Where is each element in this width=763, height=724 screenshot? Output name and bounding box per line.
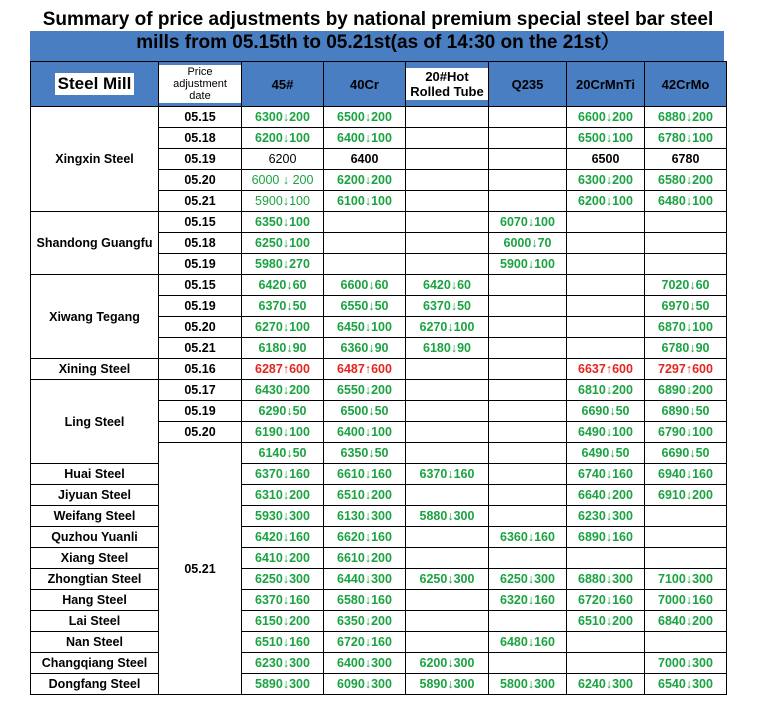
price-cell: 6890↓200 xyxy=(645,380,727,401)
price-cell xyxy=(567,632,645,653)
price-cell: 6500↓50 xyxy=(324,401,406,422)
table-row xyxy=(31,611,727,632)
table-body xyxy=(31,107,727,695)
price-cell: 6870↓100 xyxy=(645,317,727,338)
price-cell: 6200↓300 xyxy=(406,653,489,674)
mill-name-huai-steel: Huai Steel xyxy=(31,464,159,485)
adjustment-date: 05.16 xyxy=(159,359,242,380)
price-cell xyxy=(489,506,567,527)
header-grade-40cr: 40Cr xyxy=(324,62,406,107)
price-cell: 6100↓100 xyxy=(324,191,406,212)
price-cell: 6430↓200 xyxy=(242,380,324,401)
price-cell: 6400↓300 xyxy=(324,653,406,674)
price-cell xyxy=(489,275,567,296)
price-cell: 7020↓60 xyxy=(645,275,727,296)
table-row xyxy=(31,275,727,296)
price-cell: 6637↑600 xyxy=(567,359,645,380)
price-cell: 6250↓300 xyxy=(242,569,324,590)
price-cell: 5890↓300 xyxy=(406,674,489,695)
price-cell: 6840↓200 xyxy=(645,611,727,632)
adjustment-date: 05.20 xyxy=(159,317,242,338)
price-cell: 6300↓200 xyxy=(567,170,645,191)
price-cell xyxy=(406,485,489,506)
price-cell xyxy=(489,422,567,443)
header-grade-q235: Q235 xyxy=(489,62,567,107)
price-cell: 6780 xyxy=(645,149,727,170)
price-cell xyxy=(567,275,645,296)
price-table xyxy=(30,61,727,695)
price-cell: 7000↓300 xyxy=(645,653,727,674)
mill-name-quzhou-yuanli: Quzhou Yuanli xyxy=(31,527,159,548)
price-cell xyxy=(406,527,489,548)
price-cell xyxy=(406,401,489,422)
price-cell: 6400↓100 xyxy=(324,422,406,443)
price-cell: 6070↓100 xyxy=(489,212,567,233)
price-cell: 6230↓300 xyxy=(242,653,324,674)
price-cell xyxy=(489,317,567,338)
price-cell xyxy=(645,254,727,275)
price-cell: 5930↓300 xyxy=(242,506,324,527)
price-cell: 7000↓160 xyxy=(645,590,727,611)
price-cell xyxy=(489,401,567,422)
price-cell: 6910↓200 xyxy=(645,485,727,506)
price-cell xyxy=(406,212,489,233)
price-cell xyxy=(489,338,567,359)
price-cell: 6360↓160 xyxy=(489,527,567,548)
price-cell xyxy=(406,632,489,653)
mill-name-jiyuan-steel: Jiyuan Steel xyxy=(31,485,159,506)
price-cell: 6580↓200 xyxy=(645,170,727,191)
price-cell xyxy=(406,191,489,212)
price-cell xyxy=(489,443,567,464)
price-cell: 6970↓50 xyxy=(645,296,727,317)
price-cell xyxy=(645,548,727,569)
price-cell xyxy=(324,212,406,233)
price-cell: 6290↓50 xyxy=(242,401,324,422)
price-cell: 6880↓300 xyxy=(567,569,645,590)
price-cell: 6180↓90 xyxy=(406,338,489,359)
price-cell: 6480↓100 xyxy=(645,191,727,212)
page-title: Summary of price adjustments by national premium special steel bar steel mills from 05.15th to 05.21st(as of 14:30 on the 21st） xyxy=(42,9,714,53)
price-cell: 6350↓100 xyxy=(242,212,324,233)
price-cell: 6370↓160 xyxy=(406,464,489,485)
table-row xyxy=(31,590,727,611)
price-cell xyxy=(645,212,727,233)
price-cell xyxy=(406,233,489,254)
table-row xyxy=(31,359,727,380)
adjustment-date: 05.19 xyxy=(159,149,242,170)
table-row xyxy=(31,653,727,674)
price-cell xyxy=(567,254,645,275)
adjustment-date: 05.19 xyxy=(159,401,242,422)
price-cell: 6400↓100 xyxy=(324,128,406,149)
price-cell: 6490↓50 xyxy=(567,443,645,464)
price-cell: 6420↓160 xyxy=(242,527,324,548)
price-cell xyxy=(567,296,645,317)
mill-name-zhongtian-steel: Zhongtian Steel xyxy=(31,569,159,590)
table-header xyxy=(31,62,727,107)
table-row xyxy=(31,632,727,653)
price-cell: 6720↓160 xyxy=(567,590,645,611)
price-cell: 6780↓100 xyxy=(645,128,727,149)
header-grade-45: 45# xyxy=(242,62,324,107)
price-cell: 6090↓300 xyxy=(324,674,406,695)
mill-name-weifang-steel: Weifang Steel xyxy=(31,506,159,527)
price-cell: 6780↓90 xyxy=(645,338,727,359)
price-cell xyxy=(406,359,489,380)
price-cell: 6580↓160 xyxy=(324,590,406,611)
price-cell: 6250↓100 xyxy=(242,233,324,254)
price-cell xyxy=(645,506,727,527)
price-cell: 6690↓50 xyxy=(645,443,727,464)
price-cell xyxy=(489,464,567,485)
adjustment-date: 05.18 xyxy=(159,128,242,149)
price-cell: 6440↓300 xyxy=(324,569,406,590)
price-cell: 6790↓100 xyxy=(645,422,727,443)
price-cell: 6200↓100 xyxy=(242,128,324,149)
price-cell xyxy=(489,191,567,212)
mill-name-xingxin-steel: Xingxin Steel xyxy=(31,107,159,212)
price-cell xyxy=(489,380,567,401)
price-cell: 6890↓160 xyxy=(567,527,645,548)
mill-name-ling-steel: Ling Steel xyxy=(31,380,159,464)
price-cell: 6487↑600 xyxy=(324,359,406,380)
price-cell xyxy=(489,149,567,170)
price-cell: 6550↓50 xyxy=(324,296,406,317)
price-cell xyxy=(489,359,567,380)
price-cell xyxy=(567,653,645,674)
price-cell: 6270↓100 xyxy=(406,317,489,338)
price-cell xyxy=(406,107,489,128)
price-cell xyxy=(645,527,727,548)
price-cell: 7297↑600 xyxy=(645,359,727,380)
price-cell: 5900↓100 xyxy=(489,254,567,275)
price-cell: 6350↓200 xyxy=(324,611,406,632)
price-cell xyxy=(489,653,567,674)
price-cell xyxy=(324,233,406,254)
header-adjustment-date-label: Price adjustment date xyxy=(159,65,241,103)
price-cell xyxy=(645,632,727,653)
price-cell: 6500↓200 xyxy=(324,107,406,128)
price-cell: 6000 ↓ 200 xyxy=(242,170,324,191)
header-grade-20-hot-rolled-tube xyxy=(406,62,489,107)
price-cell: 6200 xyxy=(242,149,324,170)
mill-name-xiwang-tegang: Xiwang Tegang xyxy=(31,275,159,359)
price-cell xyxy=(489,548,567,569)
price-cell: 6310↓200 xyxy=(242,485,324,506)
price-cell xyxy=(489,611,567,632)
price-cell xyxy=(324,254,406,275)
price-cell xyxy=(406,128,489,149)
header-steel-mill xyxy=(31,62,159,107)
price-cell: 5980↓270 xyxy=(242,254,324,275)
adjustment-date: 05.17 xyxy=(159,380,242,401)
price-cell: 6370↓50 xyxy=(406,296,489,317)
price-cell: 6600↓60 xyxy=(324,275,406,296)
price-cell: 6610↓160 xyxy=(324,464,406,485)
price-cell: 6270↓100 xyxy=(242,317,324,338)
price-cell: 6880↓200 xyxy=(645,107,727,128)
price-cell: 6190↓100 xyxy=(242,422,324,443)
price-cell xyxy=(406,254,489,275)
price-cell: 6360↓90 xyxy=(324,338,406,359)
adjustment-date: 05.15 xyxy=(159,212,242,233)
price-cell: 6000↓70 xyxy=(489,233,567,254)
header-row xyxy=(31,62,727,107)
header-grade-42crmo: 42CrMo xyxy=(645,62,727,107)
price-cell xyxy=(406,548,489,569)
mill-name-hang-steel: Hang Steel xyxy=(31,590,159,611)
table-row xyxy=(31,569,727,590)
price-cell xyxy=(406,590,489,611)
price-cell: 6400 xyxy=(324,149,406,170)
table-row xyxy=(31,107,727,128)
mill-name-xiang-steel: Xiang Steel xyxy=(31,548,159,569)
price-cell: 6230↓300 xyxy=(567,506,645,527)
price-cell: 6720↓160 xyxy=(324,632,406,653)
price-cell: 6370↓160 xyxy=(242,464,324,485)
price-cell: 6890↓50 xyxy=(645,401,727,422)
price-cell: 6250↓300 xyxy=(406,569,489,590)
price-cell: 5900↓100 xyxy=(242,191,324,212)
adjustment-date: 05.15 xyxy=(159,275,242,296)
table-row xyxy=(31,674,727,695)
price-cell: 6510↓200 xyxy=(567,611,645,632)
price-cell: 6420↓60 xyxy=(406,275,489,296)
price-cell xyxy=(645,233,727,254)
header-steel-mill-label: Steel Mill xyxy=(55,73,135,95)
adjustment-date: 05.20 xyxy=(159,170,242,191)
price-cell xyxy=(406,380,489,401)
price-cell xyxy=(406,611,489,632)
mill-name-changqiang-steel: Changqiang Steel xyxy=(31,653,159,674)
price-cell: 6320↓160 xyxy=(489,590,567,611)
price-cell: 6740↓160 xyxy=(567,464,645,485)
price-cell: 5800↓300 xyxy=(489,674,567,695)
price-cell: 6510↓200 xyxy=(324,485,406,506)
adjustment-date: 05.21 xyxy=(159,191,242,212)
price-cell xyxy=(567,548,645,569)
table-row xyxy=(31,548,727,569)
price-cell: 5890↓300 xyxy=(242,674,324,695)
price-cell: 6620↓160 xyxy=(324,527,406,548)
table-row xyxy=(31,464,727,485)
price-cell xyxy=(489,296,567,317)
price-cell: 6940↓160 xyxy=(645,464,727,485)
price-cell xyxy=(567,317,645,338)
price-cell: 6250↓300 xyxy=(489,569,567,590)
price-cell: 5880↓300 xyxy=(406,506,489,527)
price-cell: 6510↓160 xyxy=(242,632,324,653)
price-cell: 6180↓90 xyxy=(242,338,324,359)
price-cell xyxy=(489,170,567,191)
adjustment-date: 05.15 xyxy=(159,107,242,128)
price-cell xyxy=(567,233,645,254)
price-cell xyxy=(567,212,645,233)
mill-name-xining-steel: Xining Steel xyxy=(31,359,159,380)
price-cell xyxy=(489,128,567,149)
price-cell: 6370↓160 xyxy=(242,590,324,611)
price-cell: 6550↓200 xyxy=(324,380,406,401)
price-cell: 6810↓200 xyxy=(567,380,645,401)
mill-name-nan-steel: Nan Steel xyxy=(31,632,159,653)
price-cell: 6150↓200 xyxy=(242,611,324,632)
mill-name-lai-steel: Lai Steel xyxy=(31,611,159,632)
price-cell: 6350↓50 xyxy=(324,443,406,464)
price-cell: 6130↓300 xyxy=(324,506,406,527)
table-row xyxy=(31,380,727,401)
price-cell: 6140↓50 xyxy=(242,443,324,464)
price-cell: 6287↑600 xyxy=(242,359,324,380)
mill-name-dongfang-steel: Dongfang Steel xyxy=(31,674,159,695)
price-cell: 6610↓200 xyxy=(324,548,406,569)
table-row xyxy=(31,212,727,233)
price-cell xyxy=(406,170,489,191)
price-cell xyxy=(489,485,567,506)
table-row xyxy=(31,485,727,506)
price-cell: 6370↓50 xyxy=(242,296,324,317)
price-cell: 6690↓50 xyxy=(567,401,645,422)
price-cell: 6490↓100 xyxy=(567,422,645,443)
price-cell: 6420↓60 xyxy=(242,275,324,296)
price-cell xyxy=(406,422,489,443)
price-cell: 6240↓300 xyxy=(567,674,645,695)
price-cell xyxy=(489,107,567,128)
header-grade-20-hot-rolled-tube-label: 20#Hot Rolled Tube xyxy=(406,68,488,100)
header-grade-20crmnti: 20CrMnTi xyxy=(567,62,645,107)
price-cell: 6540↓300 xyxy=(645,674,727,695)
adjustment-date: 05.18 xyxy=(159,233,242,254)
price-cell: 6410↓200 xyxy=(242,548,324,569)
price-cell: 6600↓200 xyxy=(567,107,645,128)
mill-name-shandong-guangfu: Shandong Guangfu xyxy=(31,212,159,275)
price-cell: 7100↓300 xyxy=(645,569,727,590)
adjustment-date: 05.19 xyxy=(159,296,242,317)
price-cell xyxy=(406,443,489,464)
price-cell: 6450↓100 xyxy=(324,317,406,338)
price-cell: 6640↓200 xyxy=(567,485,645,506)
header-adjustment-date xyxy=(159,62,242,107)
price-cell: 6300↓200 xyxy=(242,107,324,128)
price-cell xyxy=(406,149,489,170)
price-cell: 6200↓100 xyxy=(567,191,645,212)
price-cell: 6500 xyxy=(567,149,645,170)
adjustment-date: 05.21 xyxy=(159,443,242,695)
table-row xyxy=(31,527,727,548)
price-cell: 6200↓200 xyxy=(324,170,406,191)
adjustment-date: 05.21 xyxy=(159,338,242,359)
adjustment-date: 05.20 xyxy=(159,422,242,443)
price-cell: 6500↓100 xyxy=(567,128,645,149)
adjustment-date: 05.19 xyxy=(159,254,242,275)
price-cell xyxy=(567,338,645,359)
table-row xyxy=(31,506,727,527)
price-cell: 6480↓160 xyxy=(489,632,567,653)
